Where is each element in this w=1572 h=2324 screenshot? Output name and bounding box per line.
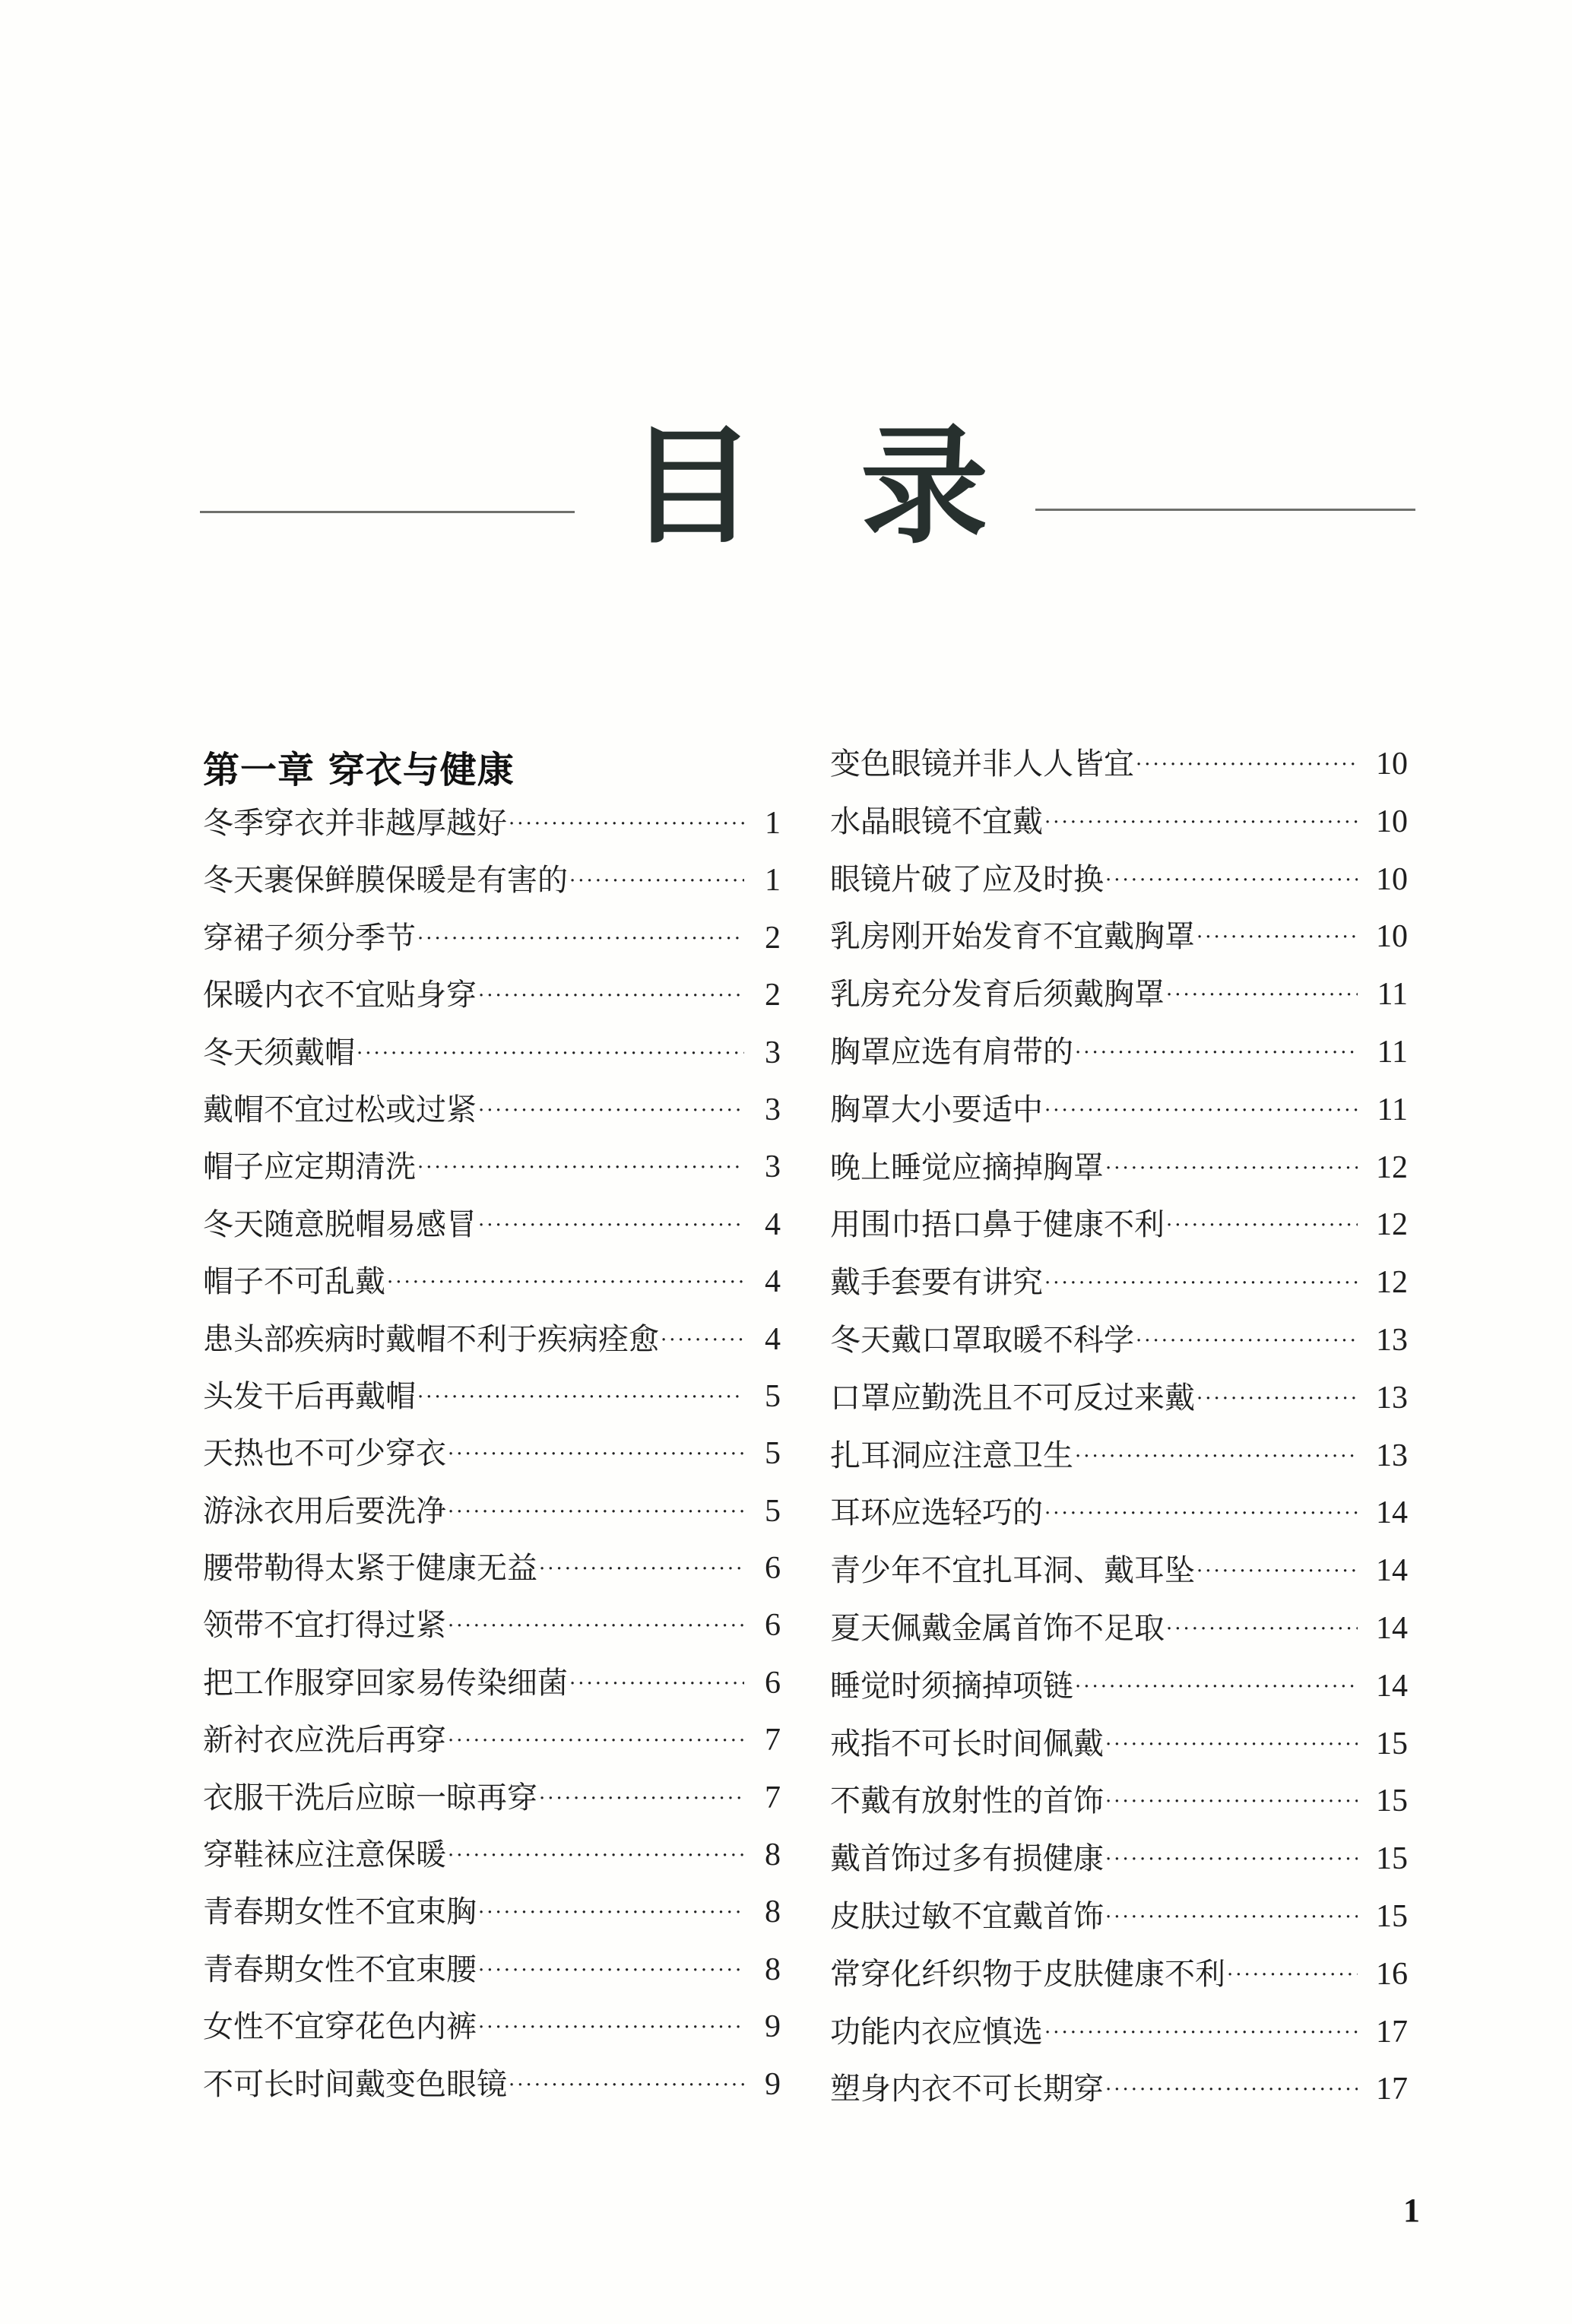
- toc-entry-page: 4: [765, 1206, 781, 1242]
- title-rule-right: [1035, 509, 1415, 511]
- toc-entry-page: 11: [1377, 1034, 1408, 1070]
- toc-entry-label: 青少年不宜扎耳洞、戴耳坠: [830, 1553, 1195, 1589]
- dot-leader: [1044, 2005, 1358, 2062]
- dot-leader: [417, 911, 744, 968]
- toc-entry[interactable]: [203, 1712, 781, 1769]
- dot-leader: [478, 1197, 744, 1254]
- toc-entry-label: 腰带勒得太紧于健康无益: [203, 1551, 537, 1587]
- toc-entry-page: 10: [1376, 747, 1408, 782]
- dot-leader: [1105, 852, 1358, 910]
- toc-entry[interactable]: [203, 2056, 781, 2113]
- toc-entry[interactable]: [203, 1025, 781, 1082]
- toc-entry-label: 戴手套要有讲究: [830, 1265, 1043, 1301]
- toc-entry[interactable]: [203, 795, 781, 852]
- toc-entry-page: 11: [1377, 977, 1408, 1013]
- toc-entry[interactable]: [203, 1311, 781, 1368]
- toc-entry-label: 游泳衣用后要洗净: [203, 1493, 446, 1529]
- toc-entry[interactable]: [830, 1716, 1408, 1774]
- toc-entry-page: 12: [1376, 1207, 1408, 1243]
- toc-entry-page: 4: [765, 1264, 781, 1300]
- toc-entry[interactable]: [830, 794, 1408, 851]
- toc-entry[interactable]: [830, 851, 1408, 909]
- dot-leader: [1136, 1313, 1358, 1371]
- toc-entry[interactable]: [830, 1082, 1408, 1140]
- dot-leader: [448, 1484, 744, 1541]
- dot-leader: [417, 1369, 744, 1426]
- toc-entry-page: 8: [765, 1894, 781, 1930]
- toc-entry-label: 夏天佩戴金属首饰不足取: [830, 1610, 1165, 1646]
- dot-leader: [1044, 1083, 1358, 1140]
- dot-leader: [387, 1254, 744, 1311]
- dot-leader: [1166, 967, 1358, 1025]
- toc-entry-label: 穿鞋袜应注意保暖: [203, 1837, 446, 1873]
- toc-entry-label: 衣服干洗后应晾一晾再穿: [203, 1780, 537, 1815]
- dot-leader: [1105, 1831, 1358, 1889]
- dot-leader: [448, 1828, 744, 1885]
- toc-entry-label: 青春期女性不宜束胸: [203, 1894, 477, 1930]
- toc-entry[interactable]: [830, 1140, 1408, 1197]
- toc-entry-page: 7: [765, 1723, 781, 1758]
- toc-entry[interactable]: [830, 2004, 1408, 2062]
- toc-entry[interactable]: [830, 1888, 1408, 1946]
- toc-entry-page: 9: [765, 2009, 781, 2045]
- toc-entry-page: 5: [765, 1493, 781, 1529]
- toc-entry-page: 6: [765, 1608, 781, 1644]
- toc-entry-label: 胸罩大小要适中: [830, 1092, 1043, 1127]
- toc-entry-page: 12: [1376, 1265, 1408, 1301]
- toc-entry[interactable]: [203, 1082, 781, 1139]
- dot-leader: [509, 796, 744, 853]
- dot-leader: [1196, 909, 1358, 967]
- dot-leader: [1105, 2062, 1358, 2120]
- toc-entry[interactable]: [203, 1139, 781, 1196]
- toc-entry-page: 16: [1376, 1956, 1408, 1992]
- dot-leader: [417, 1140, 744, 1197]
- dot-leader: [1196, 1543, 1358, 1601]
- toc-entry[interactable]: [830, 1254, 1408, 1312]
- toc-entry-page: 14: [1376, 1610, 1408, 1646]
- toc-entry-page: 13: [1376, 1322, 1408, 1358]
- toc-entry-page: 4: [765, 1321, 781, 1357]
- toc-entry-label: 冬天须戴帽: [203, 1035, 355, 1070]
- toc-entry-page: 15: [1376, 1841, 1408, 1877]
- dot-leader: [478, 968, 744, 1025]
- dot-leader: [1075, 1659, 1358, 1717]
- dot-leader: [478, 1083, 744, 1140]
- toc-entry-label: 眼镜片破了应及时换: [830, 861, 1104, 897]
- toc-entry[interactable]: [203, 1254, 781, 1311]
- dot-leader: [1227, 1947, 1358, 2005]
- dot-leader: [448, 1713, 744, 1770]
- dot-leader: [1105, 1889, 1358, 1947]
- dot-leader: [509, 2057, 744, 2114]
- toc-title: [0, 411, 1572, 563]
- dot-leader: [1075, 1428, 1358, 1486]
- title-char-2: 录: [860, 411, 988, 561]
- toc-entry-label: 穿裙子须分季节: [203, 920, 416, 956]
- toc-entry[interactable]: [203, 1597, 781, 1654]
- toc-entry-label: 戴首饰过多有损健康: [830, 1841, 1104, 1877]
- toc-entry-page: 11: [1377, 1092, 1408, 1127]
- dot-leader: [1166, 1197, 1358, 1255]
- chapter-heading: 第一章 穿衣与健康: [203, 749, 515, 791]
- toc-entry[interactable]: [830, 1370, 1408, 1428]
- toc-entry-label: 胸罩应选有肩带的: [830, 1034, 1073, 1070]
- toc-entry[interactable]: [203, 1942, 781, 1999]
- toc-entry-label: 保暖内衣不宜贴身穿: [203, 978, 477, 1013]
- toc-entry-label: 天热也不可少穿衣: [203, 1436, 446, 1472]
- toc-entry-page: 1: [765, 806, 781, 841]
- dot-leader: [448, 1426, 744, 1483]
- toc-entry-page: 7: [765, 1780, 781, 1815]
- toc-entry-label: 不戴有放射性的首饰: [830, 1783, 1104, 1819]
- toc-entry[interactable]: [830, 1600, 1408, 1658]
- toc-entry-label: 功能内衣应慎选: [830, 2014, 1043, 2050]
- toc-entry-page: 8: [765, 1951, 781, 1987]
- dot-leader: [478, 1999, 744, 2056]
- toc-entry[interactable]: [830, 966, 1408, 1024]
- toc-entry-label: 领带不宜打得过紧: [203, 1608, 446, 1644]
- title-rule-left: [200, 511, 575, 513]
- toc-entry[interactable]: [203, 1999, 781, 2056]
- toc-entry-label: 冬天戴口罩取暖不科学: [830, 1322, 1134, 1358]
- toc-entry-label: 皮肤过敏不宜戴首饰: [830, 1898, 1104, 1934]
- toc-entry[interactable]: [830, 1831, 1408, 1888]
- toc-entry-label: 青春期女性不宜束腰: [203, 1951, 477, 1987]
- toc-entry[interactable]: [830, 1946, 1408, 2004]
- toc-column-right: [830, 736, 1408, 2119]
- toc-entry-label: 睡觉时须摘掉项链: [830, 1668, 1073, 1704]
- toc-entry-page: 9: [765, 2066, 781, 2102]
- toc-entry-page: 5: [765, 1378, 781, 1414]
- dot-leader: [1044, 1255, 1358, 1313]
- toc-entry-page: 15: [1376, 1898, 1408, 1934]
- dot-leader: [1105, 1140, 1358, 1198]
- toc-entry[interactable]: [203, 1540, 781, 1597]
- toc-entry-page: 13: [1376, 1438, 1408, 1473]
- toc-entry-label: 用围巾捂口鼻于健康不利: [830, 1207, 1165, 1243]
- toc-entry-page: 2: [765, 978, 781, 1013]
- toc-column-left: [203, 745, 781, 2113]
- page-number: 1: [1403, 2192, 1420, 2229]
- toc-entry-page: 1: [765, 863, 781, 899]
- toc-entry-page: 3: [765, 1092, 781, 1127]
- toc-entry-page: 12: [1376, 1149, 1408, 1185]
- toc-entry-label: 戴帽不宜过松或过紧: [203, 1092, 477, 1127]
- toc-entry[interactable]: [203, 1368, 781, 1425]
- toc-entry[interactable]: [203, 910, 781, 967]
- toc-entry-page: 10: [1376, 919, 1408, 955]
- toc-entry-page: 17: [1376, 2014, 1408, 2050]
- toc-entry[interactable]: [203, 1884, 781, 1941]
- toc-entry-page: 17: [1376, 2072, 1408, 2107]
- toc-entry-page: 10: [1376, 861, 1408, 897]
- toc-entry-label: 扎耳洞应注意卫生: [830, 1438, 1073, 1473]
- toc-entry[interactable]: [830, 1197, 1408, 1254]
- toc-entry[interactable]: [203, 852, 781, 909]
- dot-leader: [448, 1598, 744, 1655]
- toc-entry-label: 帽子不可乱戴: [203, 1264, 385, 1300]
- toc-entry-label: 塑身内衣不可长期穿: [830, 2072, 1104, 2107]
- toc-entry-label: 头发干后再戴帽: [203, 1378, 416, 1414]
- dot-leader: [1136, 737, 1358, 794]
- toc-entry[interactable]: [830, 1024, 1408, 1082]
- dot-leader: [539, 1541, 744, 1598]
- toc-entry[interactable]: [203, 1425, 781, 1482]
- toc-entry-label: 新衬衣应洗后再穿: [203, 1723, 446, 1758]
- toc-entry[interactable]: [830, 736, 1408, 794]
- dot-leader: [478, 1885, 744, 1942]
- toc-entry[interactable]: [830, 908, 1408, 966]
- dot-leader: [1105, 1717, 1358, 1774]
- dot-leader: [1044, 1485, 1358, 1543]
- toc-entry-label: 冬天裹保鲜膜保暖是有害的: [203, 863, 568, 899]
- dot-leader: [1044, 794, 1358, 852]
- toc-entry-label: 变色眼镜并非人人皆宜: [830, 747, 1134, 782]
- toc-entry-label: 口罩应勤洗且不可反过来戴: [830, 1380, 1195, 1416]
- toc-entry[interactable]: [203, 1770, 781, 1827]
- dot-leader: [1105, 1774, 1358, 1831]
- toc-entry-label: 耳环应选轻巧的: [830, 1495, 1043, 1531]
- toc-entry-label: 冬天随意脱帽易感冒: [203, 1206, 477, 1242]
- toc-entry[interactable]: [203, 1483, 781, 1540]
- dot-leader: [569, 853, 744, 910]
- toc-entry[interactable]: [830, 1485, 1408, 1542]
- toc-entry[interactable]: [203, 967, 781, 1024]
- toc-entry-page: 15: [1376, 1726, 1408, 1761]
- dot-leader: [1196, 1371, 1358, 1428]
- toc-entry-page: 3: [765, 1035, 781, 1070]
- dot-leader: [478, 1942, 744, 1999]
- dot-leader: [661, 1312, 744, 1369]
- toc-entry-label: 乳房充分发育后须戴胸罩: [830, 977, 1165, 1013]
- toc-entry-page: 14: [1376, 1495, 1408, 1531]
- toc-entry-page: 10: [1376, 804, 1408, 839]
- toc-entry-label: 患头部疾病时戴帽不利于疾病痊愈: [203, 1321, 659, 1357]
- toc-entry-label: 不可长时间戴变色眼镜: [203, 2066, 507, 2102]
- toc-entry[interactable]: [830, 2061, 1408, 2119]
- toc-entry[interactable]: [203, 1827, 781, 1884]
- toc-entry[interactable]: [830, 1428, 1408, 1485]
- toc-entry[interactable]: [830, 1658, 1408, 1716]
- toc-entry-page: 5: [765, 1436, 781, 1472]
- dot-leader: [1075, 1025, 1358, 1083]
- toc-entry-page: 3: [765, 1149, 781, 1185]
- toc-entry-label: 冬季穿衣并非越厚越好: [203, 806, 507, 841]
- toc-entry[interactable]: [830, 1773, 1408, 1831]
- toc-entry-label: 乳房刚开始发育不宜戴胸罩: [830, 919, 1195, 955]
- toc-entry-label: 戒指不可长时间佩戴: [830, 1726, 1104, 1761]
- toc-entry-label: 帽子应定期清洗: [203, 1149, 416, 1185]
- dot-leader: [569, 1656, 744, 1713]
- toc-entry-label: 常穿化纤织物于皮肤健康不利: [830, 1956, 1225, 1992]
- dot-leader: [357, 1026, 744, 1083]
- toc-entry[interactable]: [203, 1655, 781, 1712]
- toc-entry-label: 把工作服穿回家易传染细菌: [203, 1665, 568, 1701]
- toc-entry[interactable]: [830, 1542, 1408, 1600]
- toc-entry[interactable]: [203, 1197, 781, 1254]
- toc-entry-label: 水晶眼镜不宜戴: [830, 804, 1043, 839]
- dot-leader: [1166, 1601, 1358, 1659]
- toc-entry[interactable]: [830, 1312, 1408, 1370]
- title-char-1: 目: [628, 411, 756, 561]
- toc-entry-page: 14: [1376, 1553, 1408, 1589]
- toc-entry-page: 8: [765, 1837, 781, 1873]
- toc-entry-page: 6: [765, 1551, 781, 1587]
- toc-entry-page: 15: [1376, 1783, 1408, 1819]
- toc-entry-page: 14: [1376, 1668, 1408, 1704]
- dot-leader: [539, 1771, 744, 1828]
- toc-entry-page: 6: [765, 1665, 781, 1701]
- toc-entry-page: 13: [1376, 1380, 1408, 1416]
- toc-entry-label: 晚上睡觉应摘掉胸罩: [830, 1149, 1104, 1185]
- toc-entry-label: 女性不宜穿花色内裤: [203, 2009, 477, 2045]
- toc-entry-page: 2: [765, 920, 781, 956]
